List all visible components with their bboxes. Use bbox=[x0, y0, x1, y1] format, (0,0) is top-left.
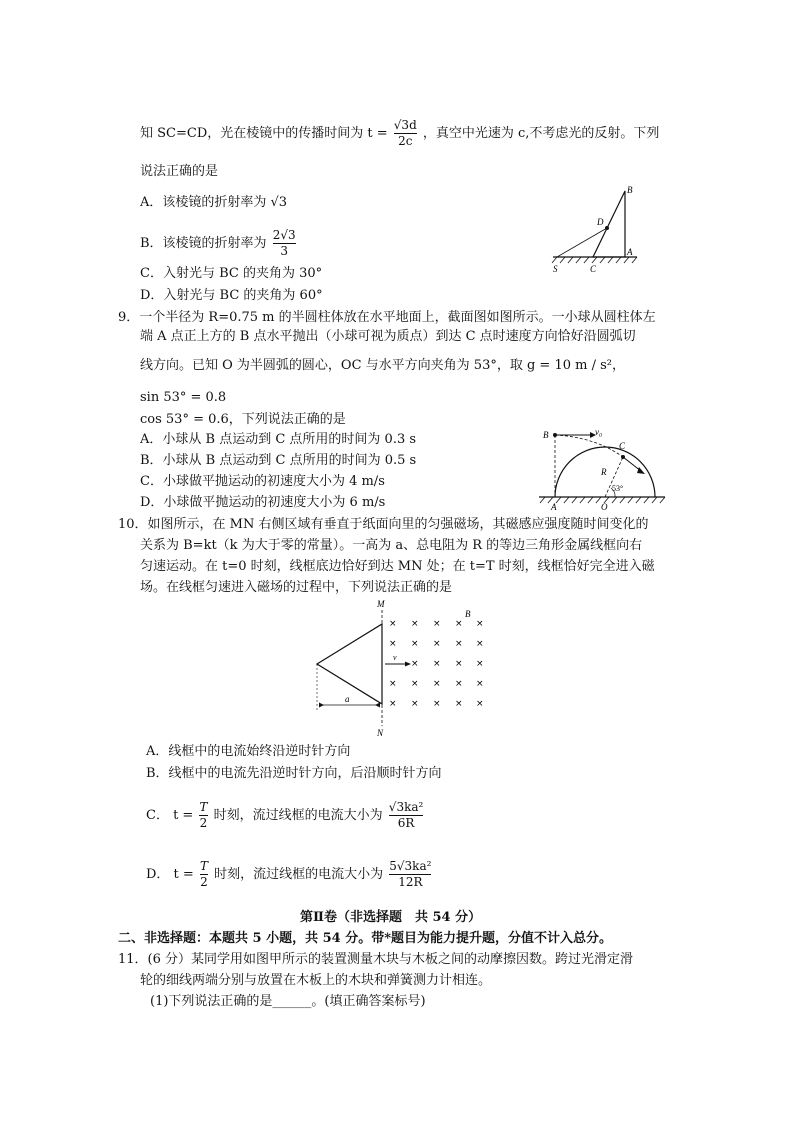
field-cross: × bbox=[433, 619, 441, 629]
field-cross: × bbox=[476, 619, 484, 629]
q8-prism-figure bbox=[545, 183, 645, 275]
q8-option-a: A．该棱镜的折射率为 √3 bbox=[140, 195, 288, 210]
field-cross: × bbox=[411, 639, 419, 649]
q10-line1: 10．如图所示，在 MN 右侧区域有垂直于纸面向里的匀强磁场，其磁感应强度随时间变化的 bbox=[118, 517, 649, 532]
label-d: D bbox=[597, 217, 604, 227]
q8-option-b: B．该棱镜的折射率为 $\frac{2√3}{3}$ bbox=[140, 228, 296, 258]
q10-d-time-fraction: $\frac{T}{2}$ bbox=[199, 859, 208, 889]
field-cross: × bbox=[433, 679, 441, 689]
label-v: v bbox=[393, 653, 397, 662]
label-m: M bbox=[377, 599, 385, 609]
field-cross: × bbox=[389, 639, 397, 649]
label-a: a bbox=[345, 694, 350, 704]
field-cross: × bbox=[389, 619, 397, 629]
q8-time-fraction: $\frac{√3d}{2c}$ bbox=[393, 118, 417, 148]
field-cross: × bbox=[411, 699, 419, 709]
field-cross: × bbox=[389, 679, 397, 689]
label-b: B bbox=[627, 185, 633, 195]
q10-c-current-fraction: $\frac{\text{√3ka²}}{6R}$ bbox=[388, 800, 424, 830]
field-cross: × bbox=[455, 619, 463, 629]
q10-option-d: D． t = $\frac{T}{2}$ 时刻，流过线框的电流大小为 $\frac{\text{5√3ka²}}{12R}$ bbox=[146, 859, 432, 889]
q9-line1: 9．一个半径为 R=0.75 m 的半圆柱体放在水平地面上，截面图如图所示。一小球从圆柱体左 bbox=[118, 310, 656, 325]
field-cross: × bbox=[433, 699, 441, 709]
q10-line2: 关系为 B=kt（k 为大于零的常量）。一高为 a、总电阻为 R 的等边三角形金属线框向右 bbox=[140, 538, 643, 553]
q10-line3: 匀速运动。在 t=0 时刻，线框底边恰好到达 MN 处；在 t=T 时刻，线框恰好完全进入磁 bbox=[140, 559, 655, 574]
field-cross: × bbox=[476, 639, 484, 649]
q10-option-a: A．线框中的电流始终沿逆时针方向 bbox=[146, 744, 351, 759]
label-r: R bbox=[601, 467, 607, 477]
q9-option-d: D．小球做平抛运动的初速度大小为 6 m/s bbox=[140, 495, 386, 510]
q11-line2: 轮的细线两端分别与放置在木板上的木块和弹簧测力计相连。 bbox=[140, 973, 492, 988]
q11-line1: 11．(6 分）某同学用如图甲所示的装置测量木块与木板之间的动摩擦因数。跨过光滑定滑 bbox=[118, 952, 634, 967]
q10-field-figure bbox=[305, 598, 485, 738]
field-cross: × bbox=[389, 699, 397, 709]
point-d bbox=[605, 226, 609, 230]
q8-option-d: D．入射光与 BC 的夹角为 60° bbox=[140, 288, 323, 303]
label-angle: 53° bbox=[612, 484, 624, 493]
label-o: O bbox=[601, 502, 608, 512]
q9-option-c: C．小球做平抛运动的初速度大小为 4 m/s bbox=[140, 474, 385, 489]
q10-option-c: C． t = $\frac{T}{2}$ 时刻，流过线框的电流大小为 $\frac{\text{√3ka²}}{6R}$ bbox=[146, 800, 424, 830]
field-cross: × bbox=[411, 679, 419, 689]
field-cross: × bbox=[455, 699, 463, 709]
label-a: A bbox=[627, 247, 633, 257]
q9-line5: cos 53° = 0.6，下列说法正确的是 bbox=[140, 412, 346, 427]
field-cross: × bbox=[476, 679, 484, 689]
trajectory-dashed bbox=[555, 435, 623, 457]
q9-option-b: B．小球从 B 点运动到 C 点所用的时间为 0.5 s bbox=[140, 453, 417, 468]
label-b: B bbox=[543, 430, 549, 440]
field-cross: × bbox=[433, 639, 441, 649]
label-b: B bbox=[465, 609, 471, 619]
q8-line1: 知 SC=CD，光在棱镜中的传播时间为 t = $\frac{√3d}{2c}$ ，真空中光速为 c,不考虑光的反射。下列 bbox=[140, 118, 660, 148]
q9-option-a: A．小球从 B 点运动到 C 点所用的时间为 0.3 s bbox=[140, 432, 417, 447]
field-cross: × bbox=[455, 659, 463, 669]
q10-c-time-fraction: $\frac{T}{2}$ bbox=[199, 800, 208, 830]
q9-line3: 线方向。已知 O 为半圆弧的圆心，OC 与水平方向夹角为 53°，取 g = 10 m / s²， bbox=[140, 358, 625, 373]
label-v0: v₀ bbox=[595, 427, 603, 437]
dim-arrow-right bbox=[375, 703, 380, 708]
field-cross: × bbox=[455, 679, 463, 689]
part2-title: 第Ⅱ卷（非选择题 共 54 分） bbox=[300, 910, 482, 925]
label-c: C bbox=[619, 441, 626, 451]
q9-line2: 端 A 点正上方的 B 点水平抛出（小球可视为质点）到达 C 点时速度方向恰好沿圆弧切 bbox=[140, 329, 636, 344]
tangent-arrowhead bbox=[637, 467, 645, 474]
field-cross: × bbox=[455, 639, 463, 649]
field-cross: × bbox=[411, 659, 419, 669]
q9-semicircle-figure bbox=[535, 425, 670, 513]
part2-section-heading: 二、非选择题：本题共 5 小题，共 54 分。带*题目为能力提升题，分值不计入总分。 bbox=[118, 931, 613, 946]
dim-arrow-left bbox=[319, 703, 324, 708]
label-s: S bbox=[553, 264, 558, 274]
label-a: A bbox=[551, 502, 557, 512]
q8-index-fraction: $\frac{2√3}{3}$ bbox=[272, 228, 296, 258]
q8-line2: 说法正确的是 bbox=[140, 164, 219, 179]
field-cross: × bbox=[476, 699, 484, 709]
q10-d-current-fraction: $\frac{\text{5√3ka²}}{12R}$ bbox=[389, 859, 432, 889]
triangle-frame bbox=[317, 624, 382, 704]
field-cross: × bbox=[411, 619, 419, 629]
q10-line4: 场。在线框匀速进入磁场的过程中，下列说法正确的是 bbox=[140, 580, 453, 595]
field-cross: × bbox=[476, 659, 484, 669]
q10-option-b: B．线框中的电流先沿逆时针方向，后沿顺时针方向 bbox=[146, 766, 442, 781]
field-cross: × bbox=[433, 659, 441, 669]
label-n: N bbox=[377, 728, 384, 738]
point-c bbox=[621, 455, 625, 459]
q9-line4: sin 53° = 0.8 bbox=[140, 390, 227, 405]
label-c: C bbox=[590, 264, 597, 274]
q8-option-c: C．入射光与 BC 的夹角为 30° bbox=[140, 266, 323, 281]
ground-hatch bbox=[552, 257, 637, 263]
q11-subquestion-1: (1)下列说法正确的是______。(填正确答案标号) bbox=[150, 994, 426, 1009]
